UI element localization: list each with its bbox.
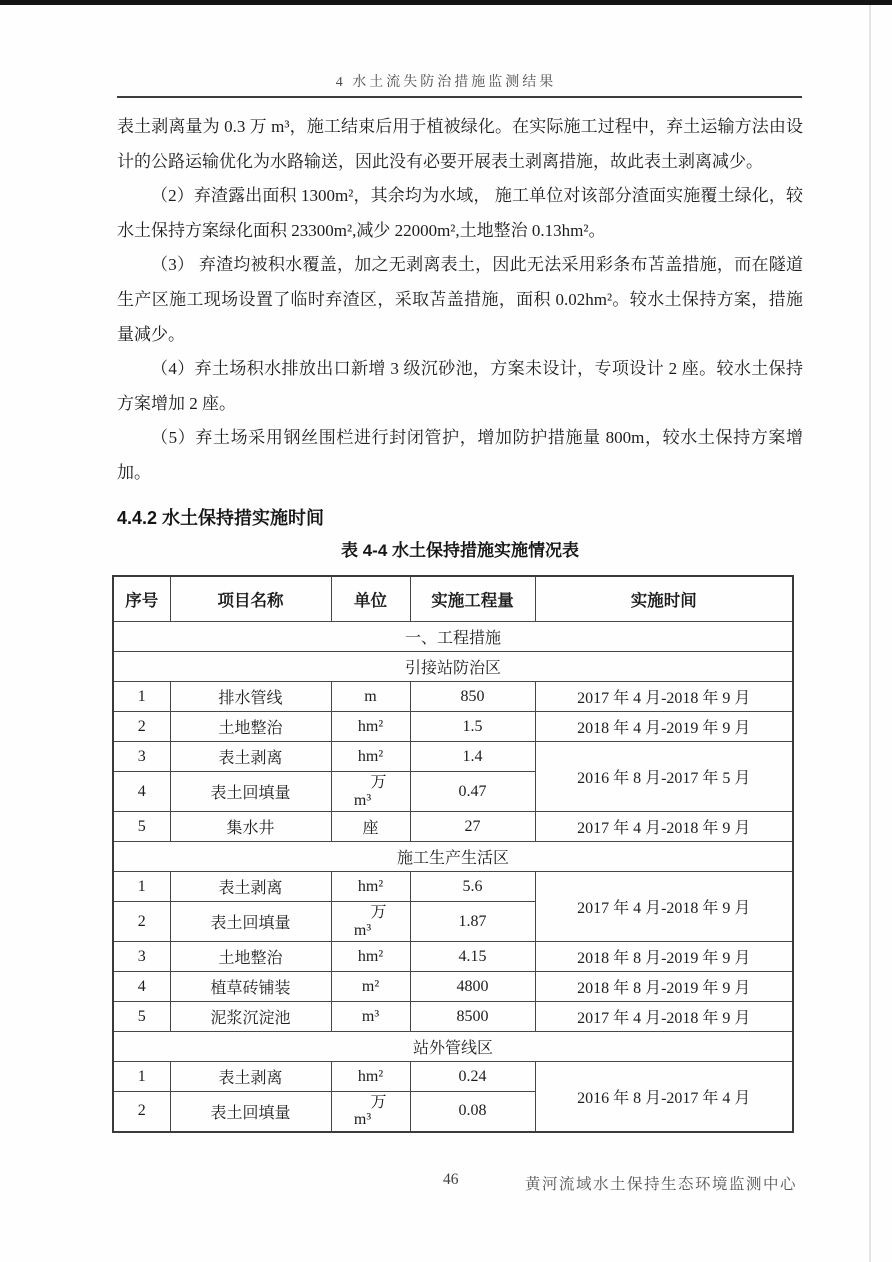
cell-no: 4 [113, 772, 170, 812]
cell-qty: 27 [410, 812, 535, 842]
table-row [113, 712, 793, 742]
section-heading: 4.4.2 水土保持措实施时间 [117, 507, 325, 528]
cell-qty: 1.87 [410, 902, 535, 942]
cell-item: 集水井 [170, 812, 331, 842]
cell-qty: 1.5 [410, 712, 535, 742]
cell-item: 表土回填量 [170, 772, 331, 812]
cell-qty: 850 [410, 682, 535, 712]
cell-qty: 4800 [410, 972, 535, 1002]
col-header-unit: 单位 [331, 576, 410, 622]
unit-bottom: m³ [353, 791, 372, 809]
scan-artifact-top-bar [0, 0, 892, 5]
page-number: 46 [443, 1171, 459, 1188]
cell-no: 1 [113, 872, 170, 902]
unit-top: 万 [370, 1093, 387, 1111]
table-row [113, 972, 793, 1002]
table-row [113, 1062, 793, 1092]
cell-item: 表土剥离 [170, 872, 331, 902]
cell-unit: m [331, 682, 410, 712]
table-row [113, 872, 793, 902]
running-header-title: 4 水土流失防治措施监测结果 [335, 75, 557, 90]
cell-qty: 0.24 [410, 1062, 535, 1092]
section-label: 一、工程措施 [113, 622, 793, 652]
cell-item: 表土剥离 [170, 1062, 331, 1092]
unit-bottom: m³ [353, 1111, 372, 1129]
cell-date: 2017 年 4 月-2018 年 9 月 [535, 812, 793, 842]
cell-no: 3 [113, 942, 170, 972]
cell-qty: 1.4 [410, 742, 535, 772]
cell-date: 2017 年 4 月-2018 年 9 月 [535, 682, 793, 712]
cell-unit: hm² [331, 942, 410, 972]
header-rule [117, 96, 802, 98]
page-content [117, 110, 803, 1133]
cell-date-merged: 2017 年 4 月-2018 年 9 月 [535, 872, 793, 942]
table-header-row [113, 576, 793, 622]
cell-unit-stacked [331, 772, 410, 812]
cell-unit: hm² [331, 1062, 410, 1092]
cell-no: 3 [113, 742, 170, 772]
cell-qty: 0.08 [410, 1092, 535, 1132]
cell-date: 2018 年 8 月-2019 年 9 月 [535, 972, 793, 1002]
cell-no: 4 [113, 972, 170, 1002]
cell-item: 土地整治 [170, 942, 331, 972]
table-row [113, 682, 793, 712]
cell-date-merged: 2016 年 8 月-2017 年 5 月 [535, 742, 793, 812]
paragraph-5: （5）弃土场采用钢丝围栏进行封闭管护，增加防护措施量 800m，较水土保持方案增加。 [117, 428, 803, 482]
cell-item: 植草砖铺装 [170, 972, 331, 1002]
cell-unit: m³ [331, 1002, 410, 1032]
cell-date: 2017 年 4 月-2018 年 9 月 [535, 1002, 793, 1032]
section-label: 施工生产生活区 [113, 842, 793, 872]
unit-bottom: m³ [353, 921, 372, 939]
cell-no: 2 [113, 712, 170, 742]
col-header-qty: 实施工程量 [410, 576, 535, 622]
unit-top: 万 [370, 903, 387, 921]
col-header-item: 项目名称 [170, 576, 331, 622]
table-row [113, 742, 793, 772]
cell-qty: 5.6 [410, 872, 535, 902]
cell-date-merged: 2016 年 8 月-2017 年 4 月 [535, 1062, 793, 1132]
col-header-date: 实施时间 [535, 576, 793, 622]
table-row [113, 942, 793, 972]
cell-unit: hm² [331, 712, 410, 742]
cell-item: 表土回填量 [170, 1092, 331, 1132]
cell-date: 2018 年 4 月-2019 年 9 月 [535, 712, 793, 742]
cell-item: 排水管线 [170, 682, 331, 712]
cell-qty: 8500 [410, 1002, 535, 1032]
cell-qty: 4.15 [410, 942, 535, 972]
unit-top: 万 [370, 773, 387, 791]
running-header [0, 71, 892, 91]
cell-item: 表土剥离 [170, 742, 331, 772]
table-row [113, 1002, 793, 1032]
table-title: 表 4-4 水土保持措施实施情况表 [340, 540, 580, 560]
cell-qty: 0.47 [410, 772, 535, 812]
cell-unit: hm² [331, 742, 410, 772]
paragraph-3: （3） 弃渣均被积水覆盖，加之无剥离表土，因此无法采用彩条布苫盖措施，而在隧道生产区施工现场设置了临时弃渣区，采取苫盖措施，面积 0.02hm²。较水土保持方案，措施量减少。 [117, 255, 803, 344]
cell-no: 1 [113, 1062, 170, 1092]
section-row [113, 1032, 793, 1062]
section-label: 站外管线区 [113, 1032, 793, 1062]
cell-no: 5 [113, 1002, 170, 1032]
footer-organization: 黄河流域水土保持生态环境监测中心 [524, 1176, 797, 1193]
section-row [113, 842, 793, 872]
cell-item: 表土回填量 [170, 902, 331, 942]
section-row [113, 622, 793, 652]
cell-item: 土地整治 [170, 712, 331, 742]
cell-no: 5 [113, 812, 170, 842]
cell-unit-stacked [331, 902, 410, 942]
section-label: 引接站防治区 [113, 652, 793, 682]
cell-unit: hm² [331, 872, 410, 902]
paragraph-2: （2）弃渣露出面积 1300m²，其余均为水域， 施工单位对该部分渣面实施覆土绿化，较水土保持方案绿化面积 23300m²,减少 22000m²,土地整治 0.13hm²。 [117, 186, 803, 240]
cell-no: 2 [113, 902, 170, 942]
section-row [113, 652, 793, 682]
table-row [113, 812, 793, 842]
paragraph-1: 表土剥离量为 0.3 万 m³，施工结束后用于植被绿化。在实际施工过程中，弃土运输方法由设计的公路运输优化为水路输送，因此没有必要开展表土剥离措施，故此表土剥离减少。 [117, 117, 803, 171]
cell-item: 泥浆沉淀池 [170, 1002, 331, 1032]
paragraph-4: （4）弃土场积水排放出口新增 3 级沉砂池，方案未设计，专项设计 2 座。较水土保持方案增加 2 座。 [117, 359, 803, 413]
cell-unit-stacked [331, 1092, 410, 1132]
measures-table [112, 575, 794, 1133]
cell-date: 2018 年 8 月-2019 年 9 月 [535, 942, 793, 972]
cell-unit: 座 [331, 812, 410, 842]
cell-no: 2 [113, 1092, 170, 1132]
scan-artifact-right-line [869, 5, 871, 1262]
col-header-no: 序号 [113, 576, 170, 622]
cell-unit: m² [331, 972, 410, 1002]
cell-no: 1 [113, 682, 170, 712]
